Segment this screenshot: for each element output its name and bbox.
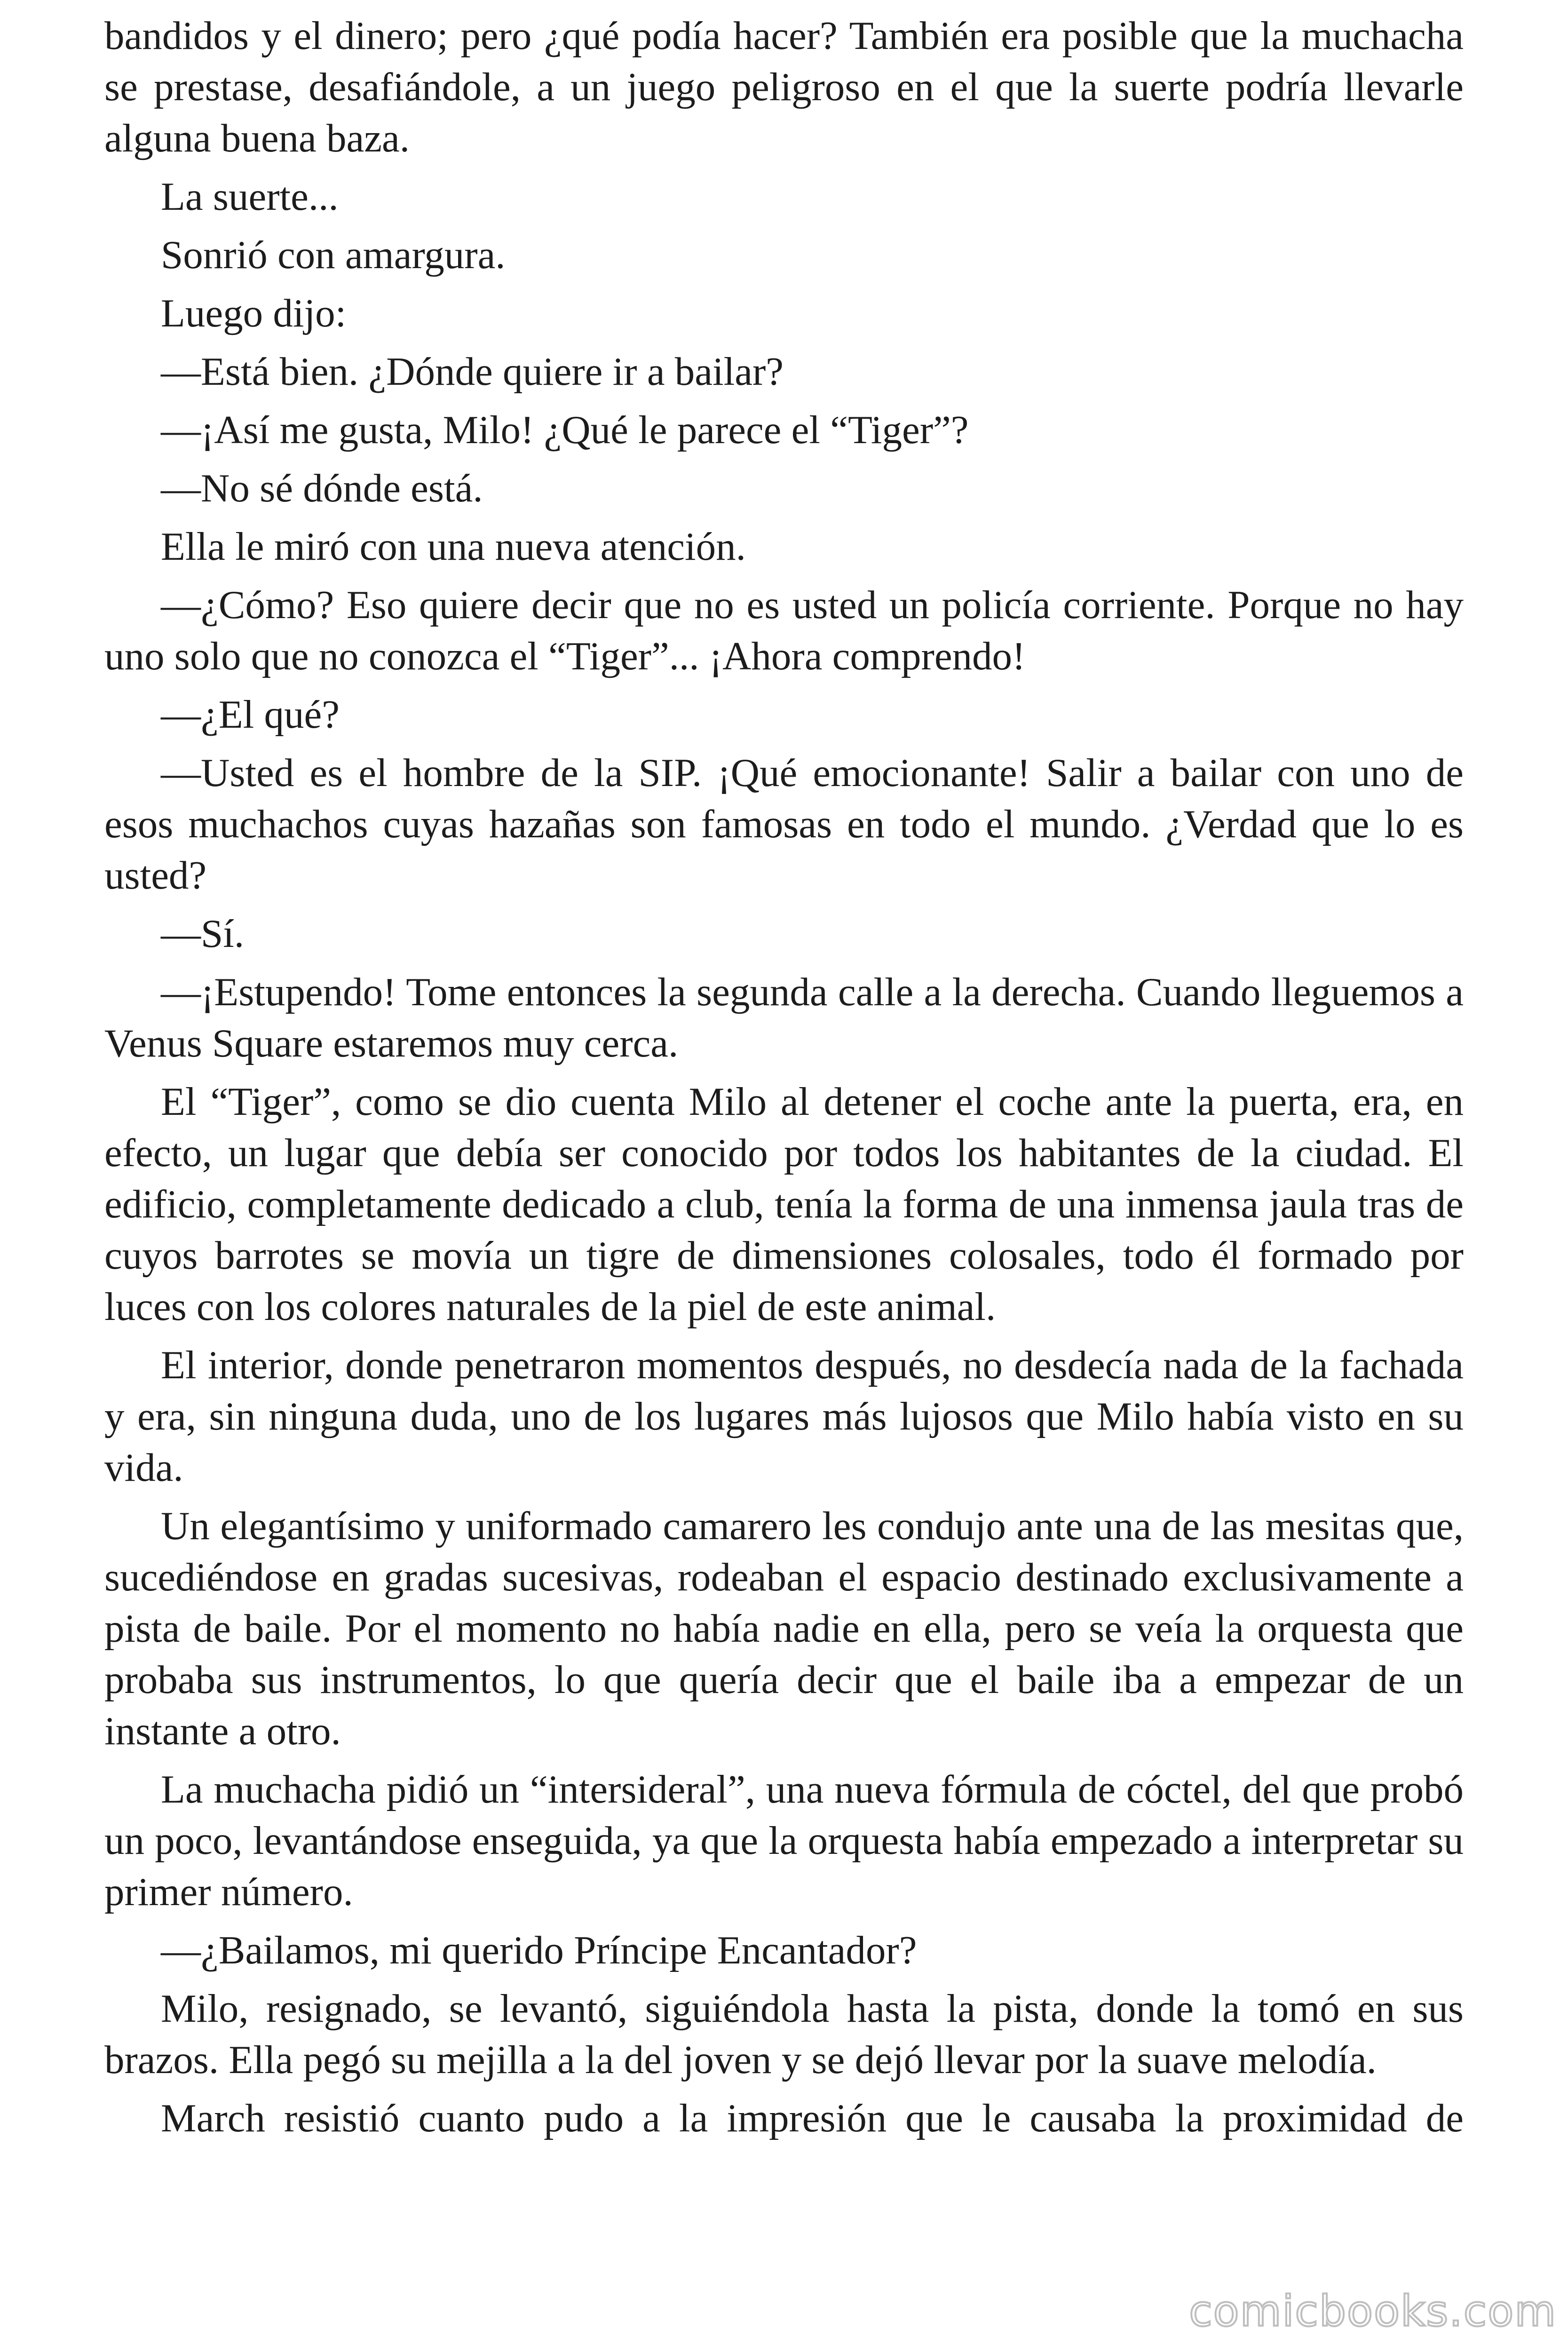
paragraph: Luego dijo: <box>161 291 347 335</box>
dialogue-line: —¿Bailamos, mi querido Príncipe Encantador? <box>161 1928 917 1972</box>
dialogue-line: —¿El qué? <box>161 692 340 737</box>
watermark: comicbooks.com <box>1189 2287 1557 2336</box>
dialogue-line: —Sí. <box>161 912 245 956</box>
paragraph: Sonrió con amargura. <box>161 233 506 277</box>
paragraph: Un elegantísimo y uniformado camarero les condujo ante una de las mesitas que, sucediéndose en gradas sucesivas, rodeaban el espacio destinado exclusivamente a pista de baile. Por el momento no había nadie en ella, pero se veía la orquesta que probaba sus instrumentos, lo que quería decir que el baile iba a empezar de un instante a otro. <box>104 1504 1464 1753</box>
paragraph: La suerte... <box>161 175 339 219</box>
book-page <box>104 0 1464 2306</box>
dialogue-line: —Está bien. ¿Dónde quiere ir a bailar? <box>161 350 784 394</box>
paragraph: El interior, donde penetraron momentos después, no desdecía nada de la fachada y era, sin ninguna duda, uno de los lugares más lujosos que Milo había visto en su vida. <box>104 1343 1464 1490</box>
paragraph: March resistió cuanto pudo a la impresión que le causaba la proximidad de <box>161 2096 1464 2140</box>
dialogue-line: —¡Estupendo! Tome entonces la segunda calle a la derecha. Cuando lleguemos a Venus Square estaremos muy cerca. <box>104 970 1464 1065</box>
paragraph: La muchacha pidió un “intersideral”, una nueva fórmula de cóctel, del que probó un poco, levantándose enseguida, ya que la orquesta había empezado a interpretar su primer número. <box>104 1767 1464 1914</box>
dialogue-line: —Usted es el hombre de la SIP. ¡Qué emocionante! Salir a bailar con uno de esos muchachos cuyas hazañas son famosas en todo el mundo. ¿Verdad que lo es usted? <box>104 751 1464 898</box>
dialogue-line: —¡Así me gusta, Milo! ¿Qué le parece el “Tiger”? <box>161 408 969 452</box>
dialogue-line: —¿Cómo? Eso quiere decir que no es usted un policía corriente. Porque no hay uno solo que no conozca el “Tiger”... ¡Ahora comprendo! <box>104 583 1464 678</box>
paragraph: Ella le miró con una nueva atención. <box>161 524 746 569</box>
paragraph: El “Tiger”, como se dio cuenta Milo al detener el coche ante la puerta, era, en efecto, un lugar que debía ser conocido por todos los habitantes de la ciudad. El edificio, completamente dedicado a club, tenía la forma de una inmensa jaula tras de cuyos barrotes se movía un tigre de dimensiones colosales, todo él formado por luces con los colores naturales de la piel de este animal. <box>104 1080 1464 1329</box>
paragraph: Milo, resignado, se levantó, siguiéndola hasta la pista, donde la tomó en sus brazos. Ella pegó su mejilla a la del joven y se dejó llevar por la suave melodía. <box>104 1986 1464 2082</box>
dialogue-line: —No sé dónde está. <box>161 466 483 510</box>
paragraph: bandidos y el dinero; pero ¿qué podía hacer? También era posible que la muchacha se prestase, desafiándole, a un juego peligroso en el que la suerte podría llevarle alguna buena baza. <box>104 14 1464 160</box>
